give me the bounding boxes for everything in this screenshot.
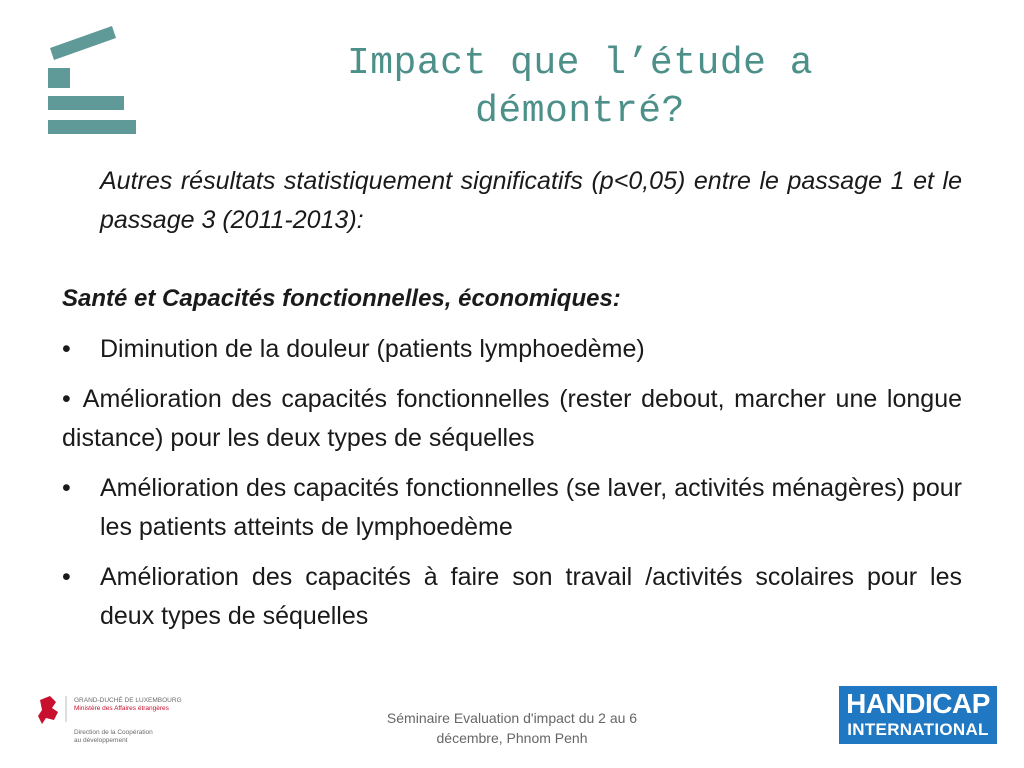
- footer-text: Séminaire Evaluation d'impact du 2 au 6 décembre, Phnom Penh: [386, 710, 638, 746]
- bullet-dot: •: [62, 474, 71, 502]
- bullet-text: Diminution de la douleur (patients lymphoedème): [100, 335, 645, 363]
- bullet-dot: •: [62, 563, 71, 591]
- list-item: [62, 380, 962, 458]
- section-heading: Santé et Capacités fonctionnelles, économiques:: [62, 285, 621, 312]
- slide-title: Impact que l’étude a démontré?: [346, 42, 814, 133]
- bullet-list: [62, 330, 962, 647]
- bullet-text: Amélioration des capacités à faire son travail /activités scolaires pour les deux types de séquelles: [100, 563, 962, 630]
- list-item: [62, 330, 962, 369]
- bullet-dot: •: [62, 335, 71, 363]
- handicap-international-logo: HANDICAP INTERNATIONAL: [839, 686, 997, 744]
- bullet-dot: •: [62, 385, 71, 413]
- slide-logo-bars-icon: [46, 26, 142, 138]
- intro-text: Autres résultats statistiquement significatifs (p<0,05) entre le passage 1 et le passage 3 (2011-2013):: [100, 167, 962, 234]
- list-item: [62, 558, 962, 636]
- list-item: [62, 469, 962, 547]
- luxembourg-logo-text: GRAND-DUCHÉ DE LUXEMBOURG Ministère des Affaires étrangères Direction de la Coopération au développement: [74, 697, 182, 744]
- bullet-text: Amélioration des capacités fonctionnelles (se laver, activités ménagères) pour les patients atteints de lymphoedème: [100, 474, 962, 541]
- bullet-text: Amélioration des capacités fonctionnelles (rester debout, marcher une longue distance) pour les deux types de séquelles: [62, 385, 962, 452]
